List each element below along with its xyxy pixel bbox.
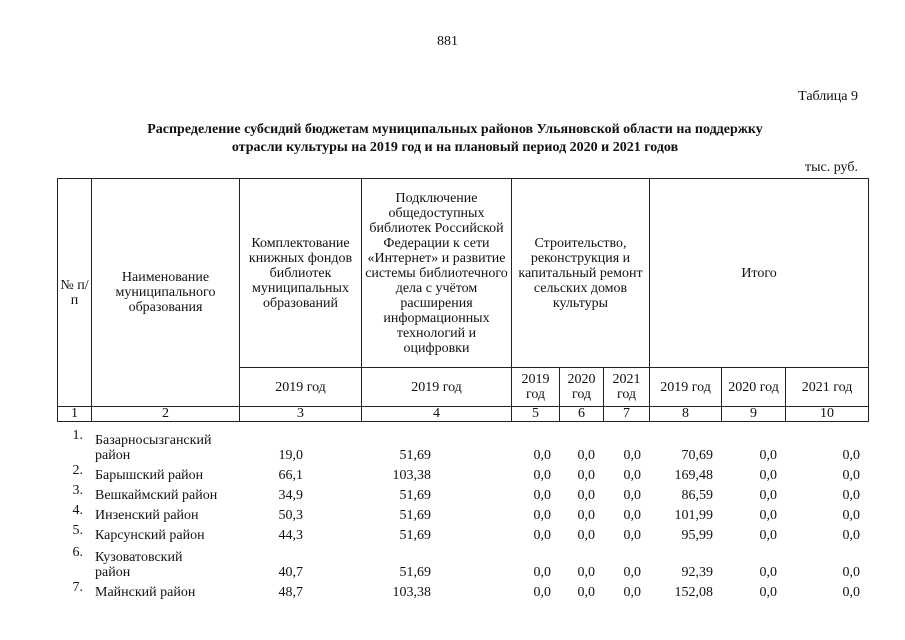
- title-line-1: Распределение субсидий бюджетам муниципальных районов Ульяновской области на поддержку: [147, 122, 763, 137]
- internet-value: 51,69: [399, 508, 431, 523]
- header-year-2021: 2021 год: [604, 368, 650, 407]
- index-cell: 2: [92, 407, 240, 422]
- books-value: 40,7: [278, 565, 303, 580]
- header-year-2020: 2020 год: [560, 368, 604, 407]
- row-number: 4.: [72, 503, 83, 518]
- total-2019: 95,99: [681, 528, 713, 543]
- total-2021: 0,0: [842, 508, 860, 523]
- table-row: [57, 483, 868, 503]
- internet-value: 51,69: [399, 528, 431, 543]
- construction-2021: 0,0: [623, 585, 641, 600]
- header-num: № п/п: [58, 179, 92, 407]
- construction-2019: 0,0: [533, 448, 551, 463]
- header-total: Итого: [650, 179, 869, 368]
- municipality-name: [91, 543, 239, 580]
- construction-2019: 0,0: [533, 585, 551, 600]
- header-total-2021: 2021 год: [786, 368, 869, 407]
- name-line: район: [95, 565, 131, 580]
- total-2020: 0,0: [759, 528, 777, 543]
- municipality-name: [91, 503, 239, 523]
- total-2020: 0,0: [759, 468, 777, 483]
- header-year-books: 2019 год: [240, 368, 362, 407]
- name-line: Карсунский район: [95, 528, 205, 543]
- table-row: [57, 426, 868, 463]
- total-2021: 0,0: [842, 468, 860, 483]
- document-title: [70, 121, 840, 157]
- total-2020: 0,0: [759, 565, 777, 580]
- row-number: 5.: [72, 523, 83, 538]
- construction-2021: 0,0: [623, 565, 641, 580]
- construction-2021: 0,0: [623, 488, 641, 503]
- total-2020: 0,0: [759, 585, 777, 600]
- index-cell: 7: [604, 407, 650, 422]
- index-cell: 1: [58, 407, 92, 422]
- total-2019: 101,99: [674, 508, 713, 523]
- row-number: 6.: [72, 545, 83, 560]
- municipality-name: [91, 523, 239, 543]
- total-2020: 0,0: [759, 508, 777, 523]
- header-year-internet: 2019 год: [362, 368, 512, 407]
- index-cell: 3: [240, 407, 362, 422]
- header-internet: Подключение общедоступных библиотек Российской Федерации к сети «Интернет» и развитие системы библиотечного дела с учётом расширения информационных технологий и оцифровки: [362, 179, 512, 368]
- header-total-2019: 2019 год: [650, 368, 722, 407]
- construction-2020: 0,0: [577, 448, 595, 463]
- total-2020: 0,0: [759, 448, 777, 463]
- construction-2020: 0,0: [577, 565, 595, 580]
- header-year-2019: 2019 год: [512, 368, 560, 407]
- total-2021: 0,0: [842, 448, 860, 463]
- name-line: Кузоватовский: [95, 550, 183, 565]
- construction-2019: 0,0: [533, 565, 551, 580]
- total-2019: 92,39: [681, 565, 713, 580]
- total-2019: 70,69: [681, 448, 713, 463]
- header-total-2020: 2020 год: [722, 368, 786, 407]
- total-2021: 0,0: [842, 565, 860, 580]
- construction-2020: 0,0: [577, 585, 595, 600]
- construction-2021: 0,0: [623, 508, 641, 523]
- name-line: Майнский район: [95, 585, 196, 600]
- row-number: 2.: [72, 463, 83, 478]
- table-label: Таблица 9: [798, 89, 858, 104]
- index-cell: 8: [650, 407, 722, 422]
- internet-value: 103,38: [392, 468, 431, 483]
- internet-value: 51,69: [399, 448, 431, 463]
- header-name: Наименование муниципального образования: [92, 179, 240, 407]
- index-cell: 10: [786, 407, 869, 422]
- books-value: 19,0: [278, 448, 303, 463]
- total-2021: 0,0: [842, 585, 860, 600]
- construction-2019: 0,0: [533, 488, 551, 503]
- table-row: [57, 463, 868, 483]
- construction-2019: 0,0: [533, 528, 551, 543]
- total-2019: 169,48: [674, 468, 713, 483]
- total-2019: 86,59: [681, 488, 713, 503]
- header-books: Комплектование книжных фондов библиотек муниципальных образований: [240, 179, 362, 368]
- row-number: 1.: [72, 428, 83, 443]
- header-construction: Строительство, реконструкция и капитальный ремонт сельских домов культуры: [512, 179, 650, 368]
- name-line: Базарносызганский: [95, 433, 212, 448]
- construction-2020: 0,0: [577, 508, 595, 523]
- construction-2020: 0,0: [577, 528, 595, 543]
- table-body: [57, 426, 868, 600]
- books-value: 66,1: [278, 468, 303, 483]
- name-line: Вешкаймский район: [95, 488, 218, 503]
- total-2020: 0,0: [759, 488, 777, 503]
- internet-value: 51,69: [399, 488, 431, 503]
- construction-2020: 0,0: [577, 488, 595, 503]
- construction-2019: 0,0: [533, 468, 551, 483]
- internet-value: 51,69: [399, 565, 431, 580]
- total-2021: 0,0: [842, 528, 860, 543]
- index-cell: 4: [362, 407, 512, 422]
- construction-2019: 0,0: [533, 508, 551, 523]
- municipality-name: [91, 483, 239, 503]
- index-cell: 9: [722, 407, 786, 422]
- units-label: тыс. руб.: [805, 160, 858, 175]
- construction-2021: 0,0: [623, 468, 641, 483]
- name-line: Барышский район: [95, 468, 204, 483]
- name-line: район: [95, 448, 131, 463]
- row-number: 3.: [72, 483, 83, 498]
- page-number: 881: [437, 34, 458, 49]
- municipality-name: [91, 426, 239, 463]
- table-header: [57, 178, 869, 422]
- total-2019: 152,08: [674, 585, 713, 600]
- construction-2020: 0,0: [577, 468, 595, 483]
- books-value: 48,7: [278, 585, 303, 600]
- table-row: [57, 503, 868, 523]
- name-line: Инзенский район: [95, 508, 199, 523]
- construction-2021: 0,0: [623, 448, 641, 463]
- books-value: 44,3: [278, 528, 303, 543]
- books-value: 34,9: [278, 488, 303, 503]
- title-line-2: отрасли культуры на 2019 год и на плановый период 2020 и 2021 годов: [231, 140, 679, 155]
- municipality-name: [91, 463, 239, 483]
- table-row: [57, 543, 868, 580]
- index-cell: 5: [512, 407, 560, 422]
- table-row: [57, 523, 868, 543]
- row-number: 7.: [72, 580, 83, 595]
- construction-2021: 0,0: [623, 528, 641, 543]
- municipality-name: [91, 580, 239, 600]
- table-row: [57, 580, 868, 600]
- internet-value: 103,38: [392, 585, 431, 600]
- total-2021: 0,0: [842, 488, 860, 503]
- index-cell: 6: [560, 407, 604, 422]
- books-value: 50,3: [278, 508, 303, 523]
